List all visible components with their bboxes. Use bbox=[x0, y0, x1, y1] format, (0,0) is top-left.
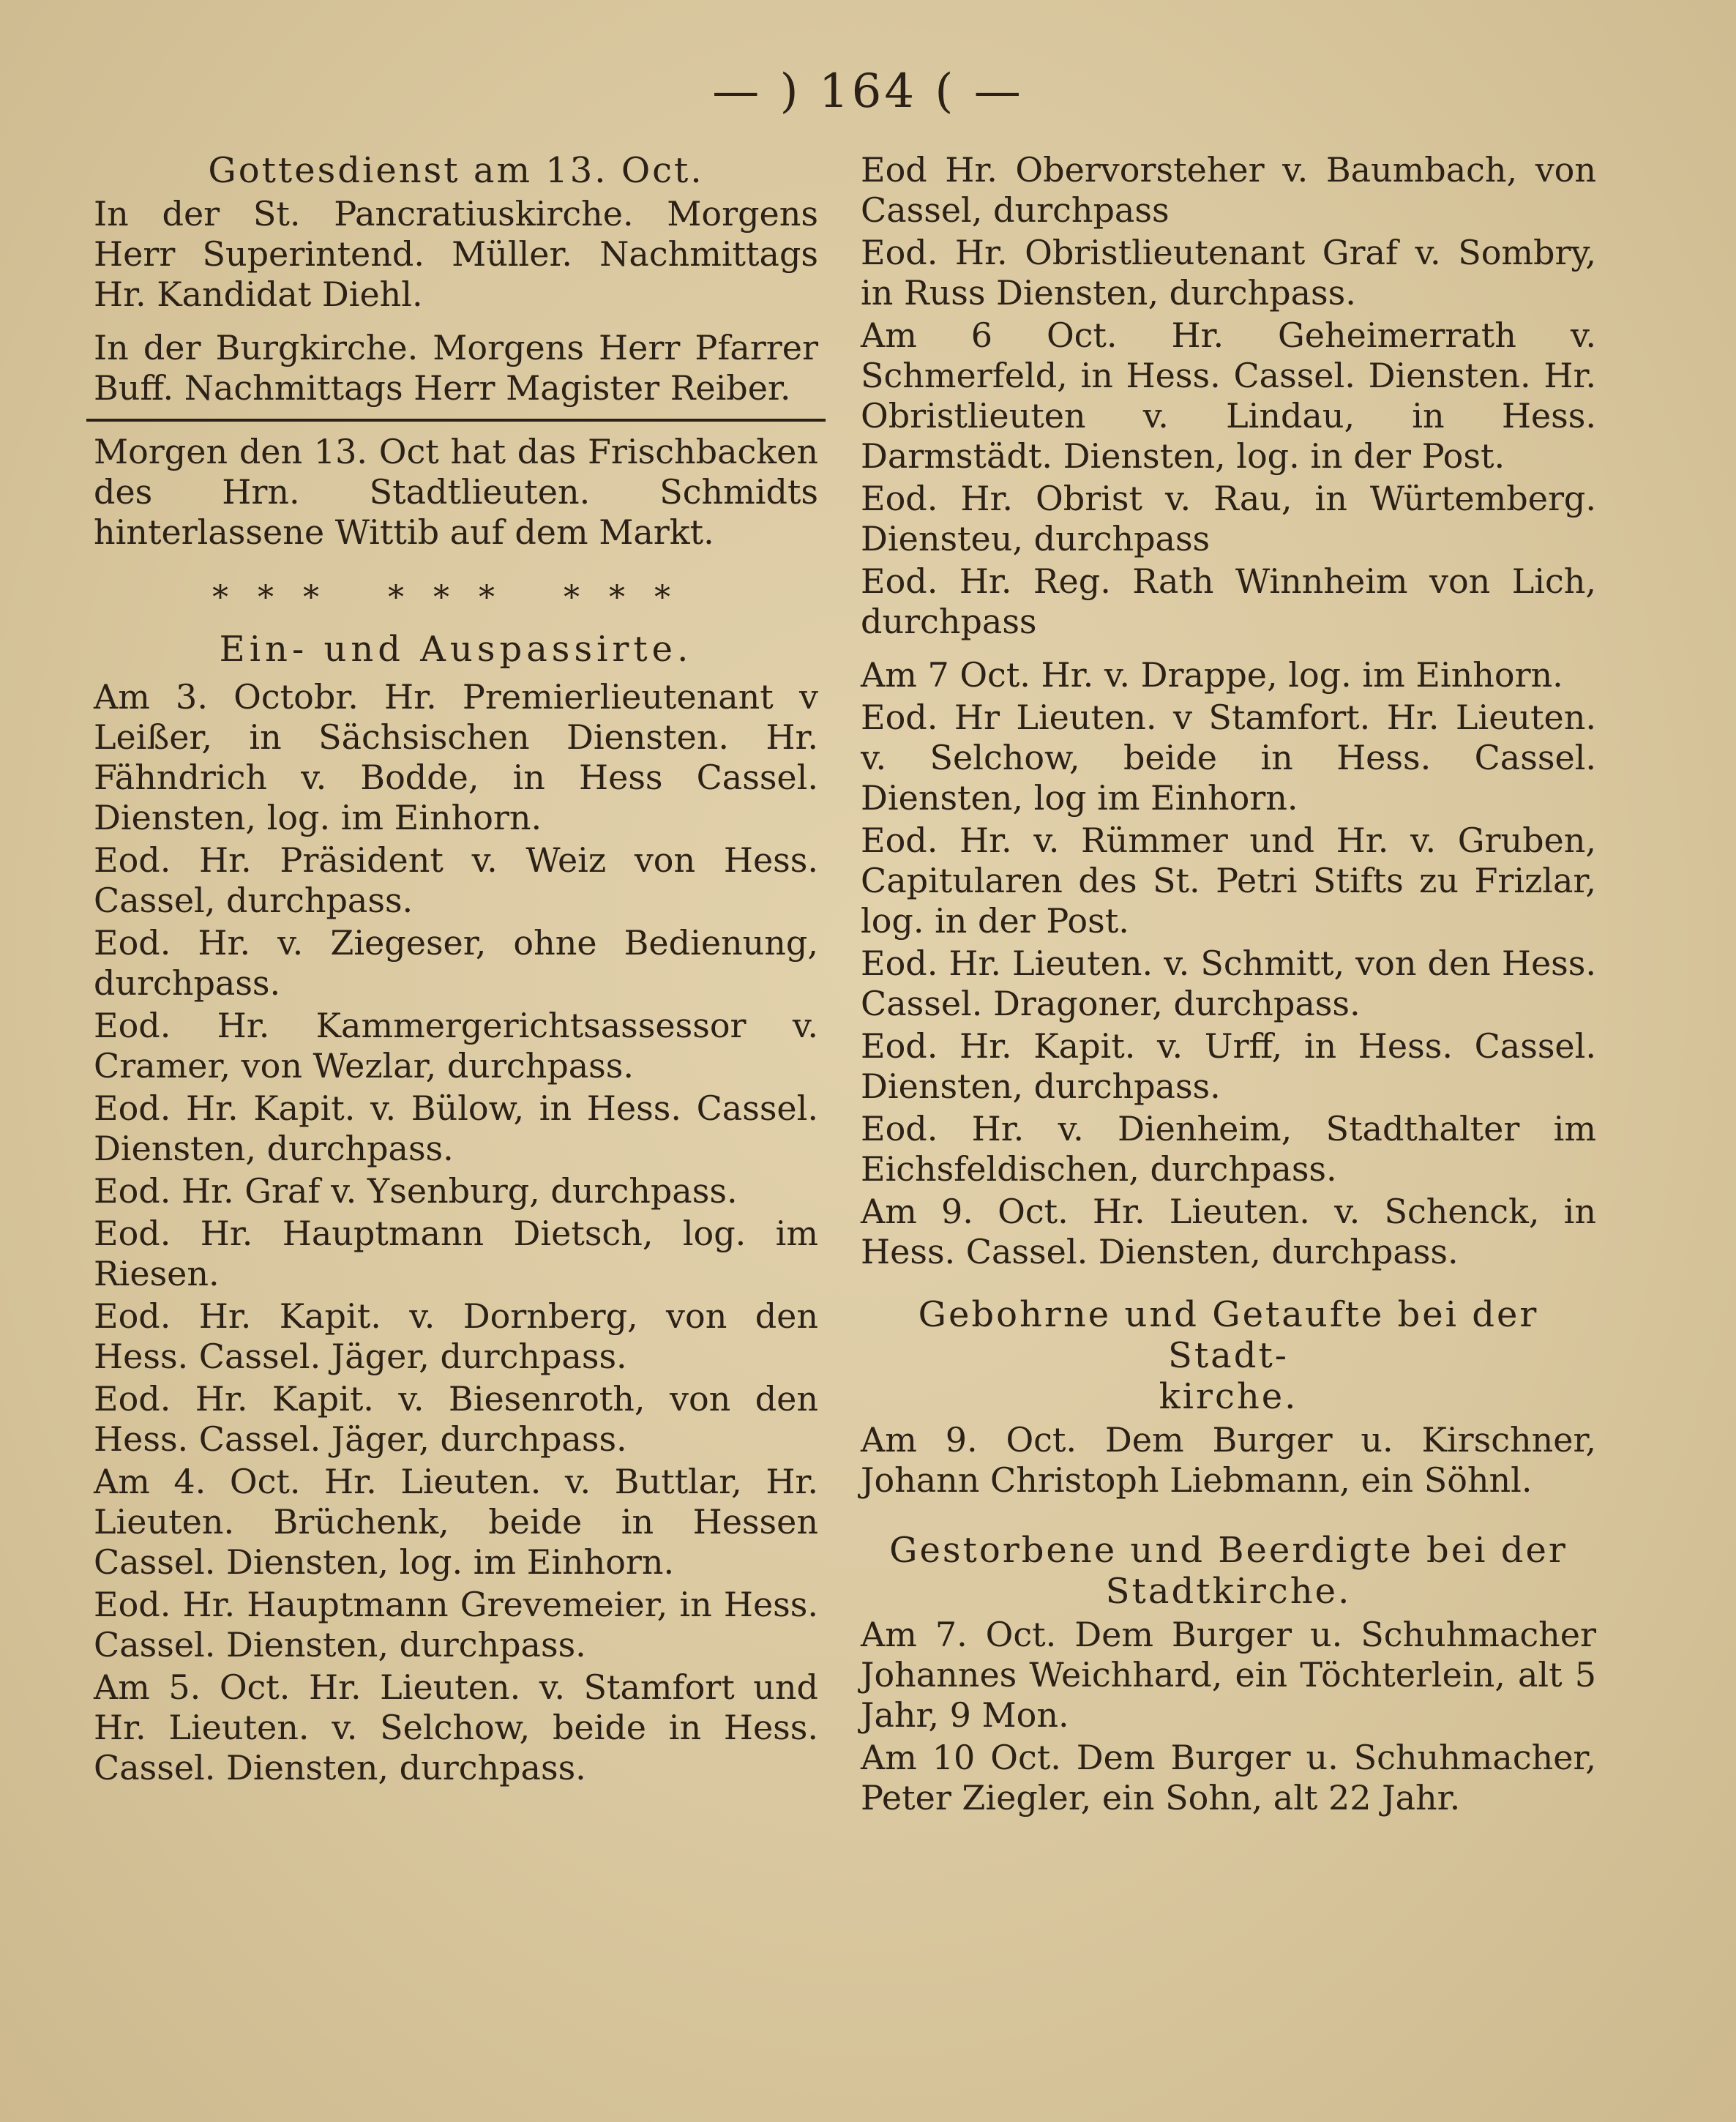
travel-entry: Eod. Hr. Hauptmann Grevemeier, in Hess. Cassel. Diensten, durchpass. bbox=[94, 1585, 818, 1665]
travel-entry: Eod. Hr. Präsident v. Weiz von Hess. Cassel, durchpass. bbox=[94, 840, 818, 920]
service-title: Gottesdienst am 13. Oct. bbox=[208, 150, 704, 191]
travel-entry: Eod. Hr Lieuten. v Stamfort. Hr. Lieuten. v. Selchow, beide in Hess. Cassel. Diensten, log im Einhorn. bbox=[861, 698, 1596, 818]
page-number-header: — ) 164 ( — bbox=[712, 64, 1024, 119]
births-title-line-1: Gebohrne und Getaufte bei der Stadt- bbox=[918, 1294, 1539, 1376]
births-section-title bbox=[861, 1294, 1596, 1417]
travel-entry: Eod. Hr. Graf v. Ysenburg, durchpass. bbox=[94, 1171, 738, 1211]
travel-entry: Am 3. Octobr. Hr. Premierlieutenant v Leißer, in Sächsischen Diensten. Hr. Fähndrich v. Bodde, in Hess Cassel. Diensten, log. im Einhorn. bbox=[94, 677, 818, 837]
service-paragraph-2: In der Burgkirche. Morgens Herr Pfarrer Buff. Nachmittags Herr Magister Reiber. bbox=[94, 328, 818, 408]
asterism-divider: *** *** *** bbox=[212, 579, 700, 616]
births-entry: Am 9. Oct. Dem Burger u. Kirschner, Johann Christoph Liebmann, ein Söhnl. bbox=[861, 1420, 1596, 1500]
market-notice: Morgen den 13. Oct hat das Frischbacken des Hrn. Stadtlieuten. Schmidts hinterlassene Wittib auf dem Markt. bbox=[94, 432, 818, 552]
travel-entry: Am 6 Oct. Hr. Geheimerrath v. Schmerfeld, in Hess. Cassel. Diensten. Hr. Obristlieuten v. Lindau, in Hess. Darmstädt. Diensten, log. in der Post. bbox=[861, 315, 1596, 476]
travel-entry: Eod. Hr. v. Dienheim, Stadthalter im Eichsfeldischen, durchpass. bbox=[861, 1109, 1596, 1189]
travel-entry: Eod. Hr. Kammergerichtsassessor v. Cramer, von Wezlar, durchpass. bbox=[94, 1006, 818, 1086]
deaths-entry: Am 7. Oct. Dem Burger u. Schuhmacher Johannes Weichhard, ein Töchterlein, alt 5 Jahr, 9 Mon. bbox=[861, 1615, 1596, 1735]
travel-entry: Am 7 Oct. Hr. v. Drappe, log. im Einhorn. bbox=[861, 655, 1563, 695]
travel-entry: Eod. Hr. Hauptmann Dietsch, log. im Riesen. bbox=[94, 1214, 818, 1293]
travel-entry: Eod. Hr. Kapit. v. Dornberg, von den Hess. Cassel. Jäger, durchpass. bbox=[94, 1296, 818, 1376]
service-paragraph-1: In der St. Pancratiuskirche. Morgens Herr Superintend. Müller. Nachmittags Hr. Kandidat Diehl. bbox=[94, 194, 818, 314]
deaths-entry: Am 10 Oct. Dem Burger u. Schuhmacher, Peter Ziegler, ein Sohn, alt 22 Jahr. bbox=[861, 1738, 1596, 1817]
deaths-section-title bbox=[861, 1530, 1596, 1612]
travel-entry: Eod. Hr. v. Ziegeser, ohne Bedienung, durchpass. bbox=[94, 923, 818, 1003]
travel-entry: Eod. Hr. Kapit. v. Bülow, in Hess. Cassel. Diensten, durchpass. bbox=[94, 1088, 818, 1168]
travel-entry: Eod. Hr. Kapit. v. Biesenroth, von den Hess. Cassel. Jäger, durchpass. bbox=[94, 1379, 818, 1459]
travel-entry: Eod. Hr. Obrist v. Rau, in Würtemberg. Diensteu, durchpass bbox=[861, 479, 1596, 558]
travel-entry: Am 9. Oct. Hr. Lieuten. v. Schenck, in Hess. Cassel. Diensten, durchpass. bbox=[861, 1192, 1596, 1271]
travel-section-title: Ein- und Auspassirte. bbox=[219, 629, 693, 670]
left-column bbox=[94, 150, 818, 1790]
births-title-line-2: kirche. bbox=[1159, 1376, 1298, 1417]
travel-entry: Eod. Hr. v. Rümmer und Hr. v. Gruben, Capitularen des St. Petri Stifts zu Frizlar, log. in der Post. bbox=[861, 821, 1596, 941]
travel-entry: Eod. Hr. Obristlieutenant Graf v. Sombry, in Russ Diensten, durchpass. bbox=[861, 233, 1596, 313]
travel-entry: Eod Hr. Obervorsteher v. Baumbach, von Cassel, durchpass bbox=[861, 150, 1596, 230]
travel-entry: Am 4. Oct. Hr. Lieuten. v. Buttlar, Hr. Lieuten. Brüchenk, beide in Hessen Cassel. Diensten, log. im Einhorn. bbox=[94, 1462, 818, 1582]
travel-entry: Eod. Hr. Kapit. v. Urff, in Hess. Cassel. Diensten, durchpass. bbox=[861, 1026, 1596, 1106]
deaths-title-line-2: Stadtkirche. bbox=[1105, 1571, 1352, 1612]
travel-entry: Eod. Hr. Reg. Rath Winnheim von Lich, durchpass bbox=[861, 561, 1596, 641]
section-divider bbox=[86, 419, 826, 422]
travel-entry: Eod. Hr. Lieuten. v. Schmitt, von den Hess. Cassel. Dragoner, durchpass. bbox=[861, 944, 1596, 1023]
right-column bbox=[861, 150, 1596, 1820]
deaths-title-line-1: Gestorbene und Beerdigte bei der bbox=[889, 1530, 1568, 1571]
travel-entry: Am 5. Oct. Hr. Lieuten. v. Stamfort und Hr. Lieuten. v. Selchow, beide in Hess. Cassel. Diensten, durchpass. bbox=[94, 1667, 818, 1787]
